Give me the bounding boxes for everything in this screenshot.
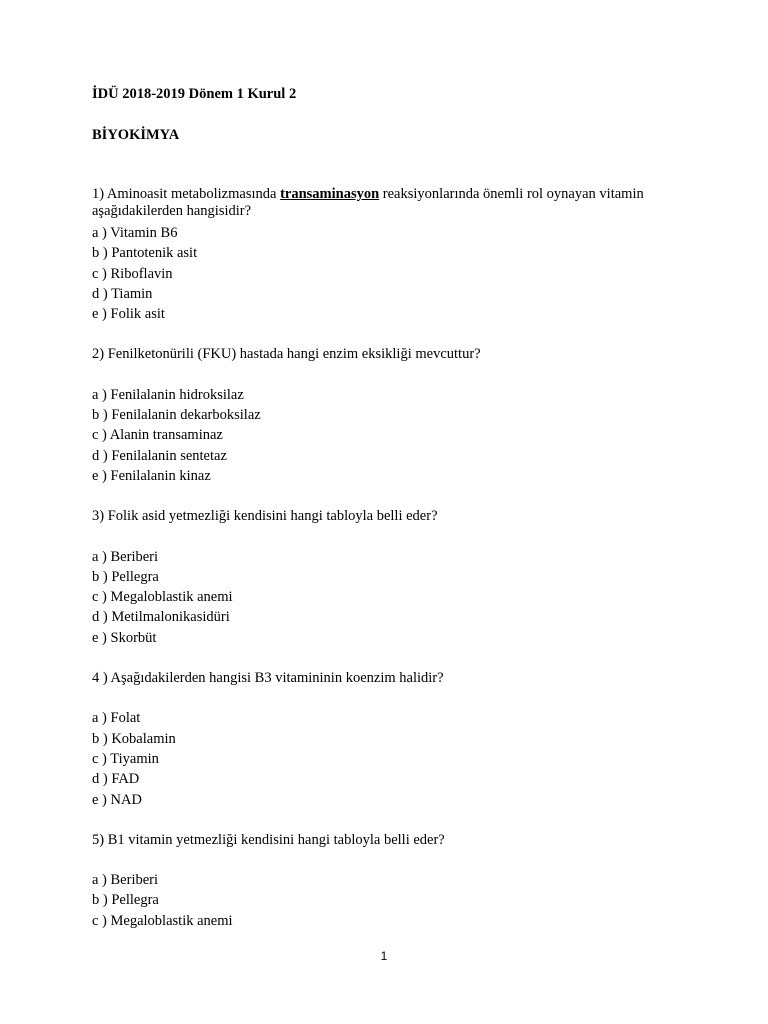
option-d: d ) Metilmalonikasidüri xyxy=(92,609,230,626)
question-4-text: 4 ) Aşağıdakilerden hangisi B3 vitamininin koenzim halidir? xyxy=(92,670,444,687)
option-a: a ) Folat xyxy=(92,710,141,727)
question-2-text: 2) Fenilketonürili (FKU) hastada hangi enzim eksikliği mevcuttur? xyxy=(92,346,481,363)
option-c: c ) Megaloblastik anemi xyxy=(92,589,233,606)
question-4-options xyxy=(92,708,692,809)
option-d: d ) Fenilalanin sentetaz xyxy=(92,447,227,464)
option-a: a ) Beriberi xyxy=(92,872,159,889)
question-5 xyxy=(92,830,692,931)
option-d: d ) Tiamin xyxy=(92,285,153,302)
question-1-options xyxy=(92,223,692,324)
exam-title: İDÜ 2018-2019 Dönem 1 Kurul 2 xyxy=(92,86,297,102)
question-1-text xyxy=(92,186,692,219)
option-b: b ) Pantotenik asit xyxy=(92,245,198,262)
option-a: a ) Beriberi xyxy=(92,548,159,565)
question-5-text: 5) B1 vitamin yetmezliği kendisini hangi tabloyla belli eder? xyxy=(92,831,445,848)
page-number: 1 xyxy=(380,949,388,963)
option-b: b ) Fenilalanin dekarboksilaz xyxy=(92,407,261,424)
question-3 xyxy=(92,506,692,648)
option-c: c ) Alanin transaminaz xyxy=(92,427,223,444)
option-b: b ) Kobalamin xyxy=(92,730,176,747)
option-c: c ) Megaloblastik anemi xyxy=(92,912,233,929)
question-3-options xyxy=(92,547,692,648)
option-b: b ) Pellegra xyxy=(92,568,159,585)
question-1-keyword: transaminasyon xyxy=(280,186,380,202)
option-a: a ) Vitamin B6 xyxy=(92,225,178,241)
question-5-options xyxy=(92,870,692,931)
option-a: a ) Fenilalanin hidroksilaz xyxy=(92,386,244,403)
option-e: e ) Fenilalanin kinaz xyxy=(92,467,211,484)
question-2 xyxy=(92,344,692,486)
question-1 xyxy=(92,186,692,324)
option-e: e ) NAD xyxy=(92,791,142,808)
option-e: e ) Skorbüt xyxy=(92,629,157,646)
question-1-text-end: reaksiyonlarında önemli rol oynayan vitamin aşağıdakilerden hangisidir? xyxy=(92,186,644,219)
document-page xyxy=(92,84,692,931)
subject-heading: BİYOKİMYA xyxy=(92,127,180,143)
option-c: c ) Tiyamin xyxy=(92,750,159,767)
option-d: d ) FAD xyxy=(92,771,140,788)
question-4 xyxy=(92,668,692,810)
option-e: e ) Folik asit xyxy=(92,306,165,323)
question-3-text: 3) Folik asid yetmezliği kendisini hangi tabloyla belli eder? xyxy=(92,508,438,525)
question-1-text-start: 1) Aminoasit metabolizmasında xyxy=(92,186,281,202)
option-b: b ) Pellegra xyxy=(92,892,159,909)
option-c: c ) Riboflavin xyxy=(92,265,173,282)
question-2-options xyxy=(92,385,692,486)
